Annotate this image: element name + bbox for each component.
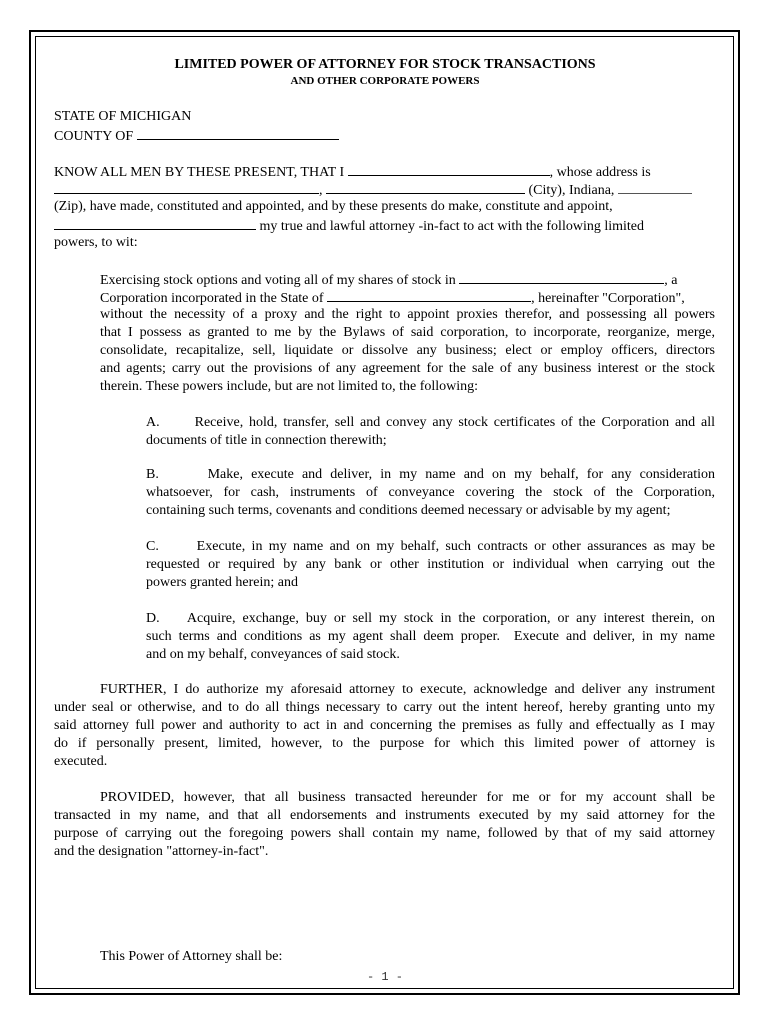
- further-line-1: FURTHER, I do authorize my aforesaid attorney to execute, acknowledge and deliver any instrument: [100, 682, 715, 697]
- attorney-name-blank[interactable]: [54, 216, 256, 230]
- provided-line-4: and the designation "attorney-in-fact".: [54, 844, 269, 859]
- corporation-name-blank[interactable]: [459, 270, 664, 284]
- city-blank[interactable]: [326, 180, 525, 194]
- county-label: COUNTY OF: [54, 129, 134, 144]
- item-a-line-1: A. Receive, hold, transfer, sell and convey any stock certificates of the Corporation and all: [146, 415, 715, 430]
- provided-line-2: transacted in my name, and that all endorsements and instruments executed by my said attorney for the: [54, 808, 715, 823]
- item-b-line-1: B. Make, execute and deliver, in my name and on my behalf, for any consideration: [146, 467, 715, 482]
- provided-line-3: purpose of carrying out the foregoing powers shall contain my name, followed by that of my said attorney: [54, 826, 715, 841]
- item-c-line-3: powers granted herein; and: [146, 575, 298, 590]
- street-address-blank[interactable]: [54, 180, 319, 194]
- provided-line-1: PROVIDED, however, that all business transacted hereunder for me or for my account shall be: [100, 790, 715, 805]
- know-line-1: [54, 162, 651, 182]
- zip-blank[interactable]: [618, 180, 692, 194]
- exercise-line-3: without the necessity of a proxy and the right to appoint proxies therefor, and possessing all powers: [100, 307, 715, 322]
- know-line-5: powers, to wit:: [54, 235, 138, 250]
- item-d-line-3: and on my behalf, conveyances of said stock.: [146, 647, 400, 662]
- page-number: - 1 -: [366, 970, 403, 984]
- exercise-line-5: consolidate, recapitalize, sell, liquidate or dissolve any business; elect or employ officers, directors: [100, 343, 715, 358]
- exercise-line-4: that I possess as granted to me by the Bylaws of said corporation, to incorporate, reorganize, merge,: [100, 325, 715, 340]
- item-c-line-1: C. Execute, in my name and on my behalf, such contracts or other assurances as may be: [146, 539, 715, 554]
- exercise-text-1a: Exercising stock options and voting all of my shares of stock in: [100, 273, 456, 288]
- know-line-4: [54, 216, 644, 236]
- county-blank[interactable]: [137, 126, 339, 140]
- exercise-line-1: [100, 270, 678, 290]
- exercise-line-2: [100, 288, 685, 308]
- document-subtitle: AND OTHER CORPORATE POWERS: [290, 75, 480, 87]
- further-line-3: said attorney full power and authority to act in and concerning the premises as fully and effectually as I may: [54, 718, 715, 733]
- incorporation-state-blank[interactable]: [327, 288, 531, 302]
- further-line-4: do if personally present, limited, however, to the purpose for which this limited power of attorney is: [54, 736, 715, 751]
- know-text-1b: , whose address is: [549, 165, 651, 180]
- exercise-line-7: therein. These powers include, but are not limited to, the following:: [100, 379, 479, 394]
- know-text-2b: (City), Indiana,: [528, 183, 615, 198]
- know-text-2a: ,: [319, 183, 323, 198]
- further-line-5: executed.: [54, 754, 108, 769]
- know-line-3: (Zip), have made, constituted and appointed, and by these presents do make, constitute and appoint,: [54, 199, 613, 214]
- grantor-name-blank[interactable]: [348, 162, 550, 176]
- exercise-line-6: and agents; carry out the provisions of any agreement for the sale of any business interest or the stock: [100, 361, 715, 376]
- further-line-2: under seal or otherwise, and to do all things necessary to carry out the intent hereof, hereby granting unto my: [54, 700, 715, 715]
- item-b-line-3: containing such terms, covenants and conditions deemed necessary or advisable by my agent;: [146, 503, 671, 518]
- exercise-text-1b: , a: [664, 273, 678, 288]
- county-line: [54, 126, 339, 146]
- closing-line: This Power of Attorney shall be:: [100, 949, 283, 964]
- item-a-line-2: documents of title in connection therewith;: [146, 433, 387, 448]
- item-c-line-2: requested or required by any bank or other institution or individual when carrying out the: [146, 557, 715, 572]
- exercise-text-2a: Corporation incorporated in the State of: [100, 291, 324, 306]
- item-b-line-2: whatsoever, for cash, instruments of conveyance covering the stock of the Corporation,: [146, 485, 715, 500]
- exercise-text-2b: , hereinafter "Corporation",: [531, 291, 685, 306]
- item-d-line-1: D. Acquire, exchange, buy or sell my stock in the corporation, or any interest therein, on: [146, 611, 715, 626]
- document-title: LIMITED POWER OF ATTORNEY FOR STOCK TRANSACTIONS: [174, 57, 596, 72]
- know-line-2: [54, 180, 692, 200]
- item-d-line-2: such terms and conditions as my agent shall deem proper. Execute and deliver, in my name: [146, 629, 715, 644]
- know-text-1a: KNOW ALL MEN BY THESE PRESENT, THAT I: [54, 165, 345, 180]
- know-text-4: my true and lawful attorney -in-fact to act with the following limited: [259, 219, 645, 234]
- state-line: STATE OF MICHIGAN: [54, 109, 192, 124]
